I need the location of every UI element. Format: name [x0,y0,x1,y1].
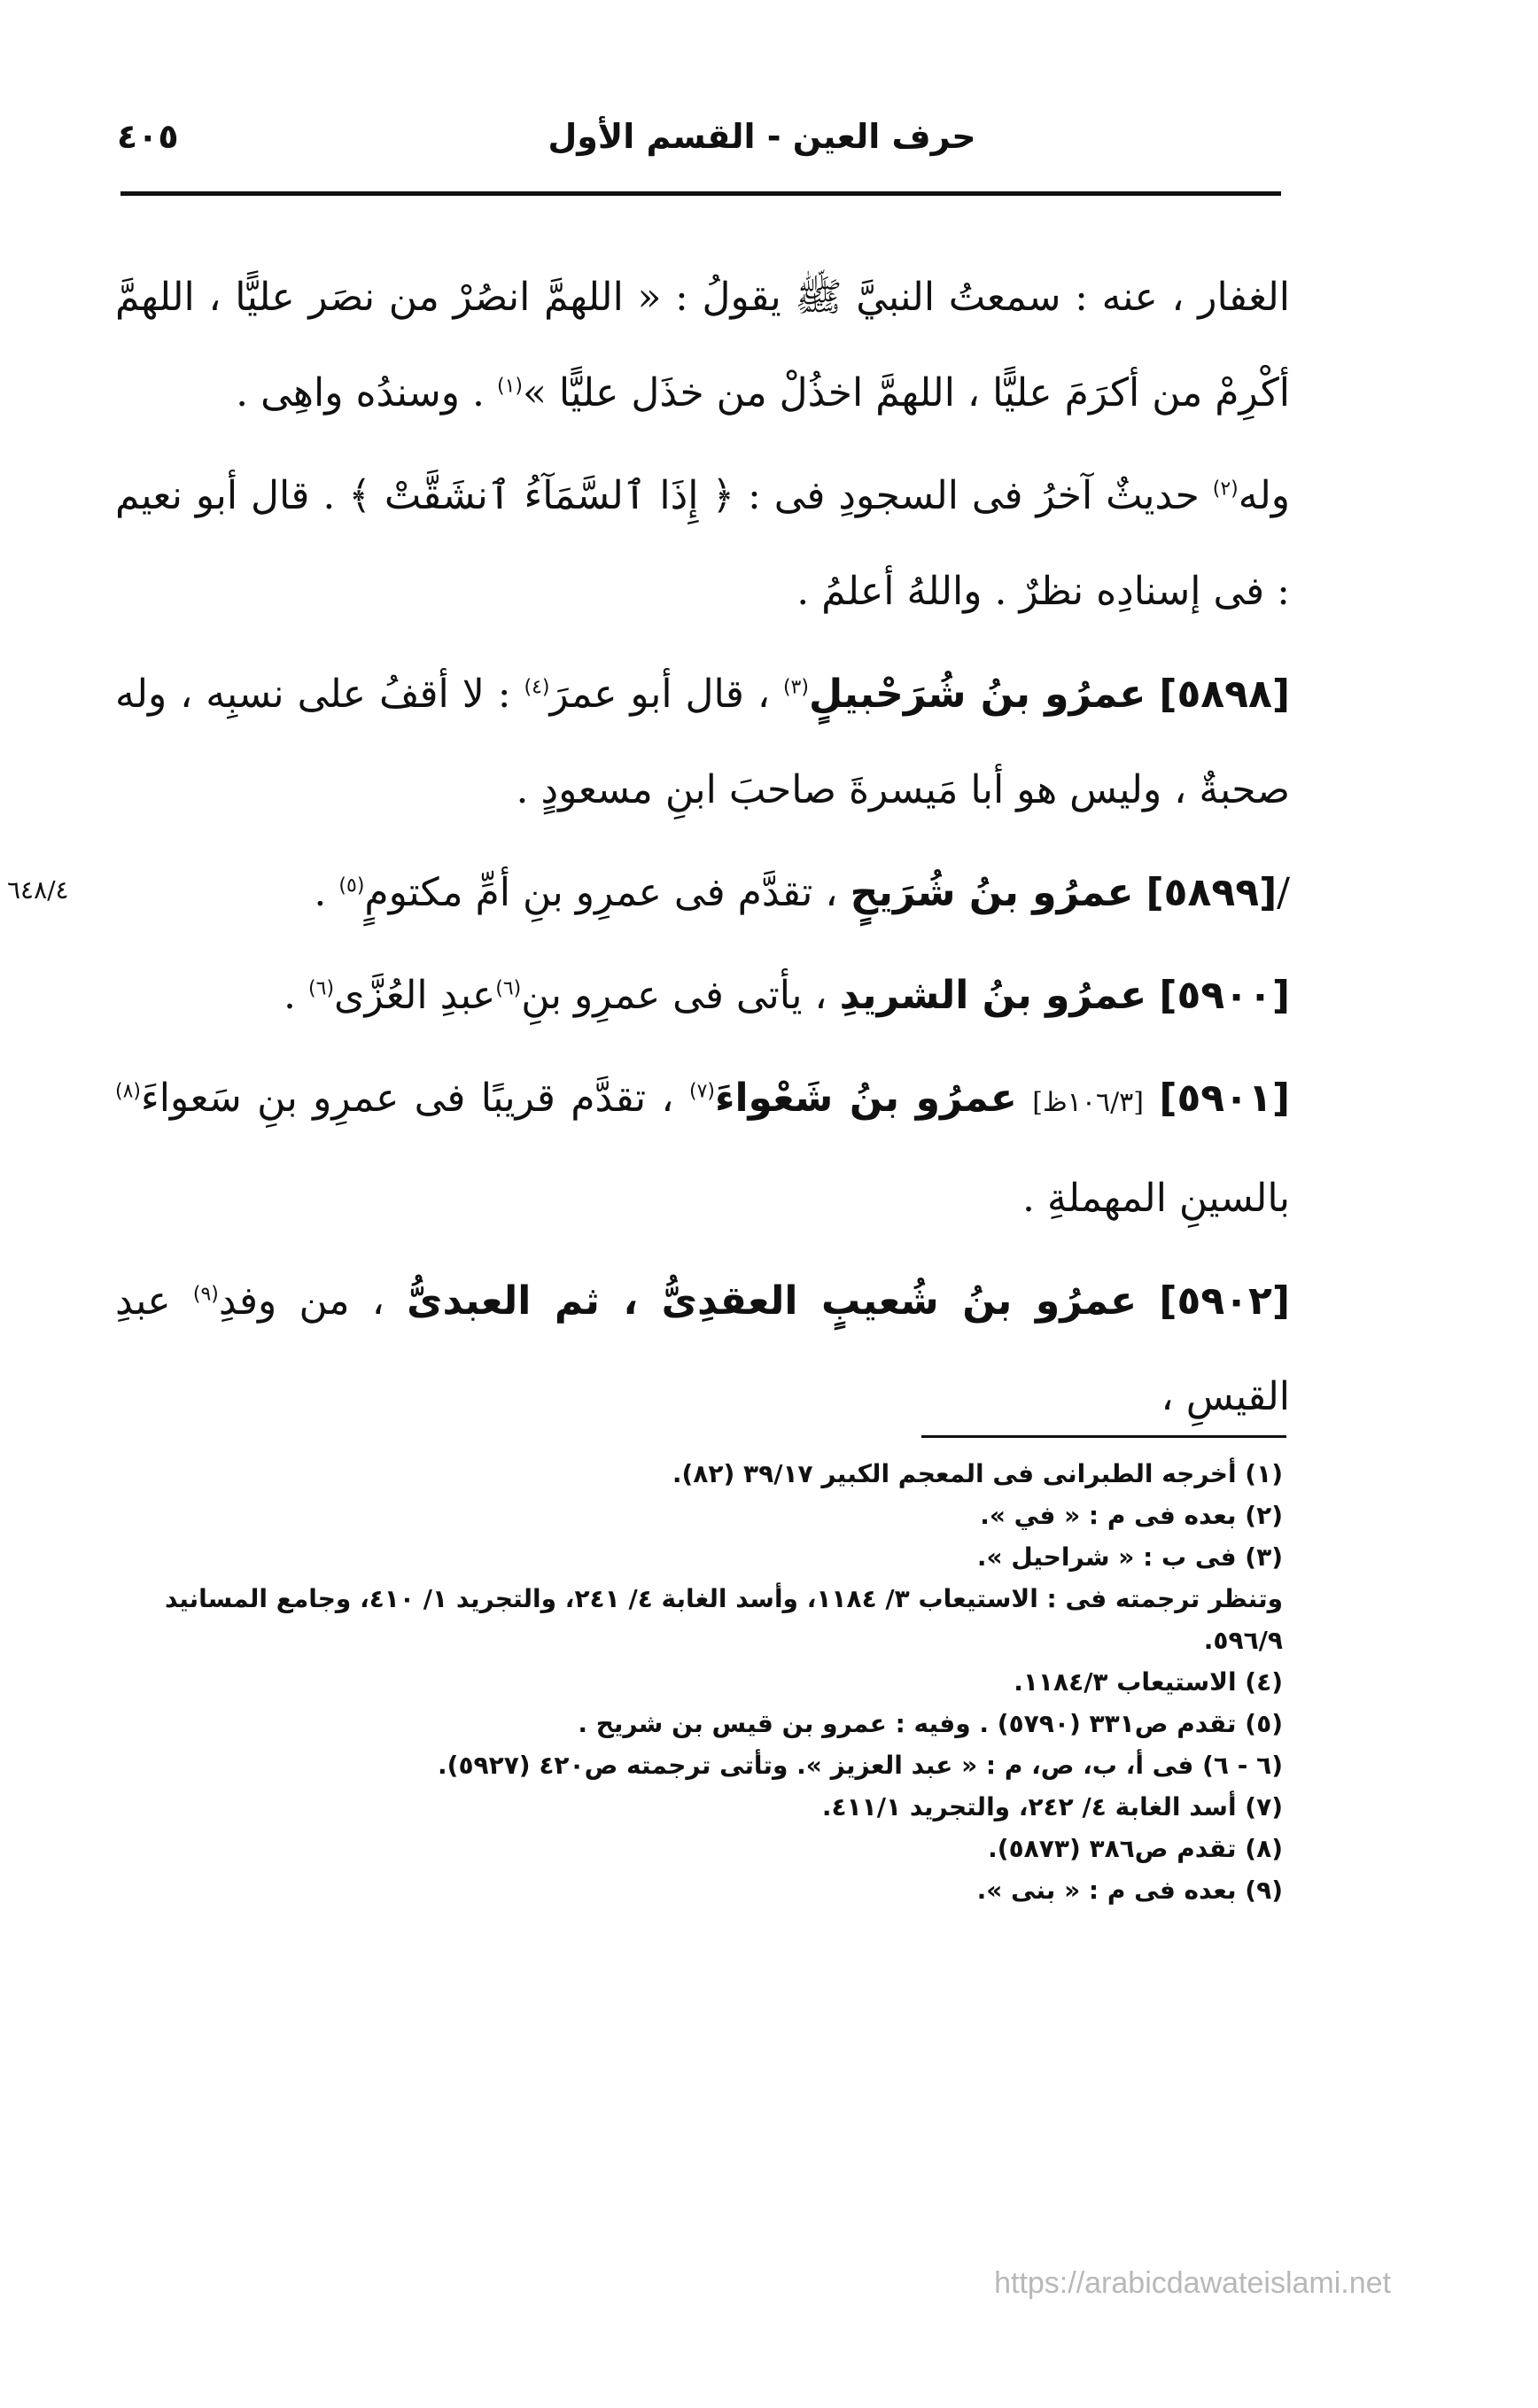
entry-5899 [115,845,1290,941]
manuscript-ref: [١٠٦/٣ظ] [1032,1087,1145,1118]
footnote: (٩) بعده فى م : « بنى ». [976,1876,1283,1905]
footnote: (٧) أسد الغابة ٤/ ٢٤٢، والتجريد ٤١١/١. [821,1792,1283,1822]
entry-text: ، تقدَّم قريبًا فى عمرِو بنِ سَعواءَ [141,1076,674,1121]
footnote-ref: (٤) [524,676,550,699]
footnote: وتنظر ترجمته فى : الاستيعاب ٣/ ١١٨٤، وأسد الغابة ٤/ ٢٤١، والتجريد ١/ ٤١٠، وجامع المسانيد ٥٩٦/٩. [165,1584,1283,1655]
running-title: حرف العين - القسم الأول [548,117,976,156]
paragraph-hadith [115,250,1290,441]
entry-5902 [115,1254,1290,1445]
paragraph-text: . وسندُه واهِى . [236,370,485,416]
main-text [115,250,1290,1452]
page-break-slash: / [1277,870,1290,915]
footnote-ref: (٨) [115,1080,142,1103]
footnote-ref: (٧) [688,1080,715,1103]
footnote-ref: (٩) [192,1283,219,1306]
entry-number: [٥٩٠١] [1159,1076,1290,1121]
entry-text: بالسينِ المهملةِ . [1022,1176,1290,1221]
footnote-ref: (٢) [1212,478,1239,501]
footnote: (١) أخرجه الطبرانى فى المعجم الكبير ٣٩/١٧ (٨٢). [672,1459,1283,1488]
footnote-ref: (١) [496,375,523,398]
footnote-ref: (٦) [308,977,335,1000]
entry-text: . [314,870,327,915]
entry-text: : لا أقفُ على نسبِه ، وله صحبةٌ ، وليس هو أبا مَيسرةَ صاحبَ ابنِ مسعودٍ . [115,672,1290,812]
entry-name: عمرُو بنُ شَعْواءَ [714,1076,1017,1121]
entry-text: عبدِ العُزَّى [334,973,496,1018]
entry-number: [٥٨٩٨] [1159,672,1290,717]
entry-name: عمرُو بنُ شُعيبٍ العقدِىُّ ، ثم العبدىُّ [407,1278,1138,1324]
watermark-url: https://arabicdawateislami.net [994,2266,1391,2300]
entry-text: . [284,973,297,1018]
header-rule [120,191,1281,196]
entry-text: ، قال أبو عمرَ [549,672,771,717]
page-number: ٤٠٥ [117,117,179,156]
entry-name: عمرُو بنُ الشريدِ [839,973,1147,1018]
footnote: (٦ - ٦) فى أ، ب، ص، م : « عبد العزيز ». وتأتى ترجمته ص٤٢٠ (٥٩٢٧). [438,1751,1283,1780]
entry-5900 [115,948,1290,1044]
footnotes [122,1453,1283,1911]
entry-name: عمرُو بنُ شُرَحْبيلٍ [808,672,1146,717]
entry-text: ، يأتى فى عمرِو بنِ [521,973,827,1018]
entry-5898 [115,647,1290,838]
footnote: (٤) الاستيعاب ١١٨٤/٣. [1014,1667,1283,1697]
footnote: (٨) تقدم ص٣٨٦ (٥٨٧٣). [988,1834,1283,1863]
footnote: (٣) فى ب : « شراحيل ». [976,1542,1283,1572]
paragraph-text: حديثٌ آخرُ فى السجودِ فى : ﴿ إِذَا ٱلسَّمَآءُ ٱنشَقَّتْ ﴾ . قال أبو نعيم : فى إسنادِه نظرٌ . واللهُ أعلمُ . [115,473,1290,614]
entry-name: عمرُو بنُ شُرَيحٍ [850,870,1134,915]
entry-number: [٥٨٩٩] [1146,870,1278,915]
paragraph-text: الغفار ، عنه : سمعتُ النبيَّ ﷺ يقولُ : « اللهمَّ انصُرْ من نصَر عليًّا ، اللهمَّ أكْرِمْ من أكرَمَ عليًّا ، اللهمَّ اخذُلْ من خذَل عليًّا » [115,275,1290,416]
footnote-rule [921,1435,1286,1438]
entry-text: ، من وفدِ [218,1278,384,1324]
entry-text: ، تقدَّم فى عمرِو بنِ أمِّ مكتومٍ [364,870,838,915]
paragraph-text: وله [1238,473,1290,518]
paragraph-other-hadith [115,448,1290,640]
footnote: (٢) بعده فى م : « في ». [980,1501,1283,1530]
entry-number: [٥٩٠٢] [1159,1278,1290,1324]
footnote-ref: (٦) [495,977,522,1000]
footnote: (٥) تقدم ص٣٣١ (٥٧٩٠) . وفيه : عمرو بن قيس بن شريح . [578,1709,1283,1738]
margin-reference: ٦٤٨/٤ [7,875,69,905]
entry-number: [٥٩٠٠] [1159,973,1290,1018]
footnote-ref: (٥) [338,874,365,897]
footnote-ref: (٣) [782,676,809,699]
entry-5901 [115,1051,1290,1247]
entry-text: عبدِ القيسِ ، [115,1278,1290,1419]
